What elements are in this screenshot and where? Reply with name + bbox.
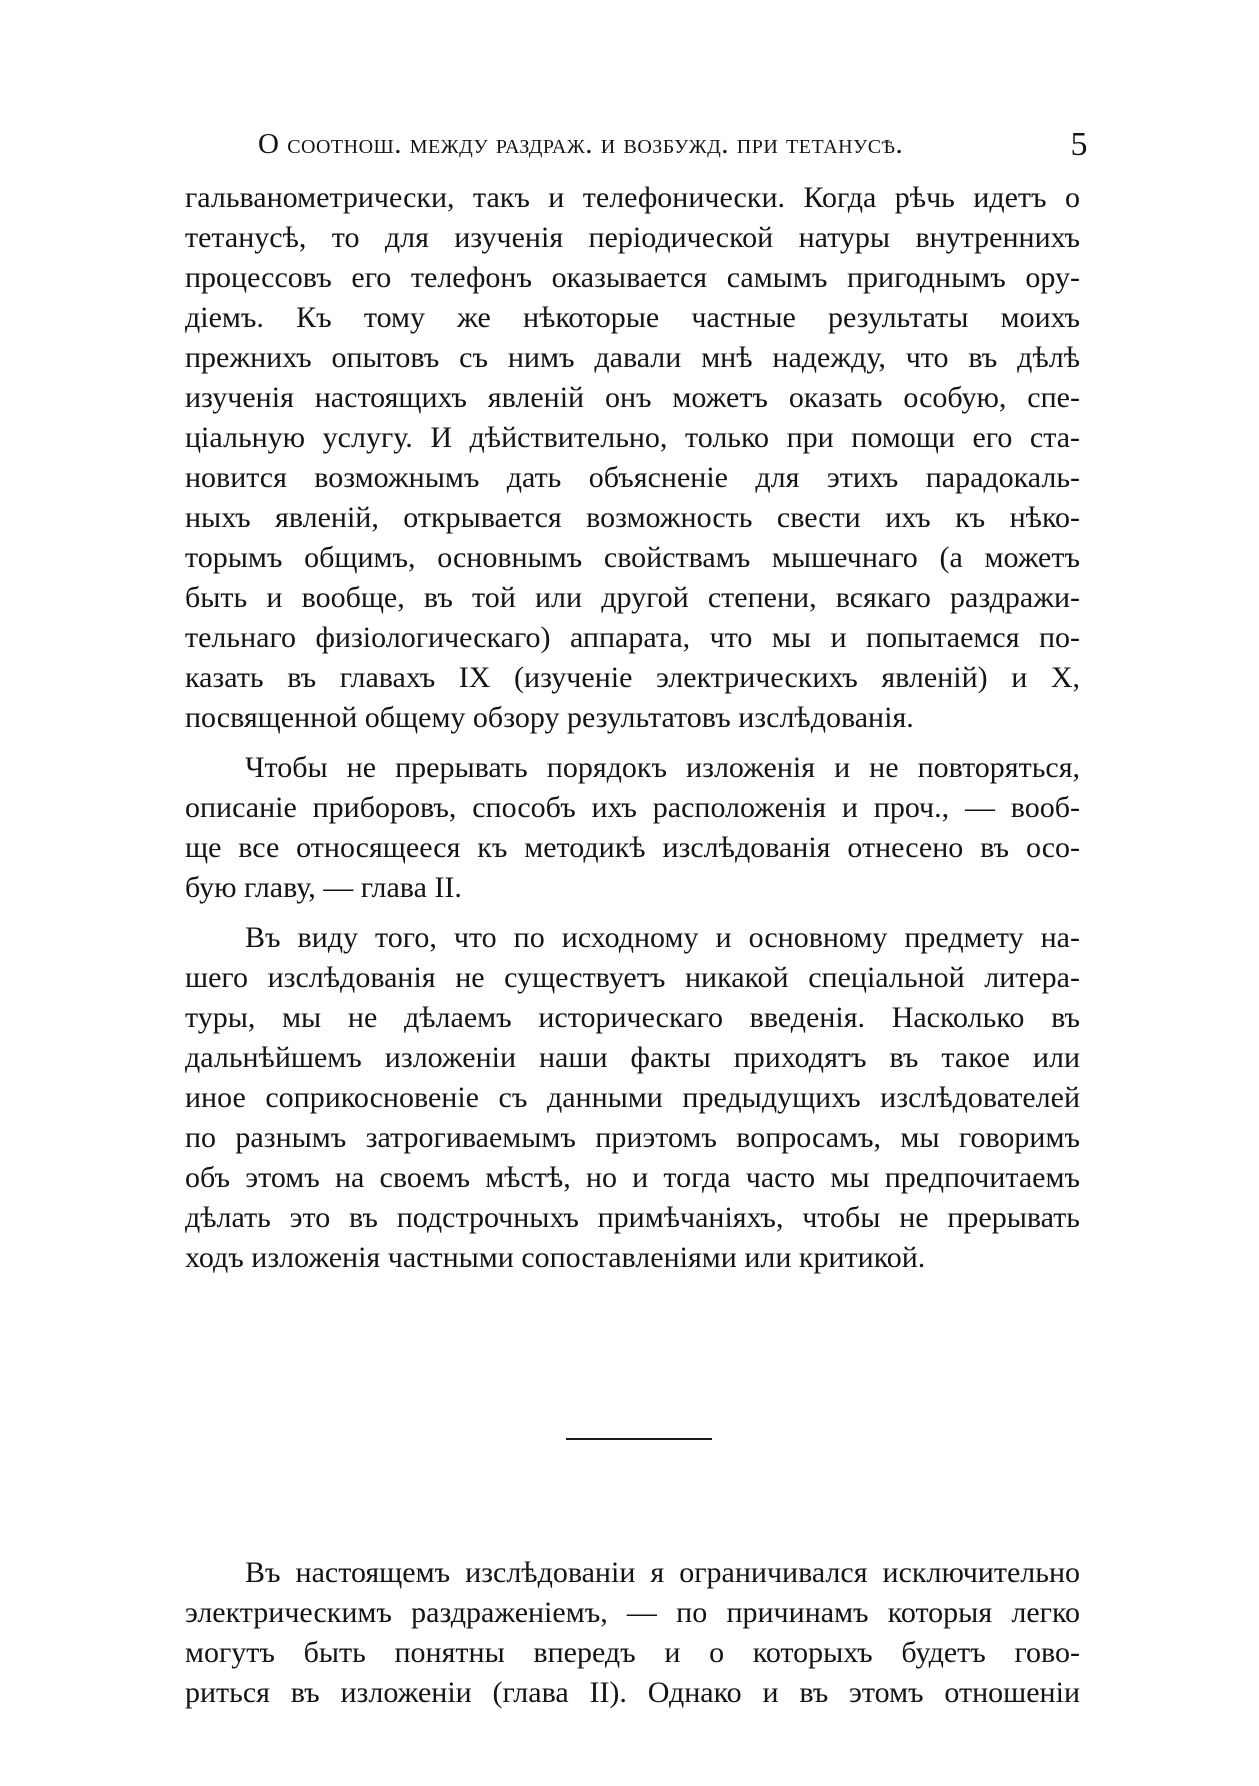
text-line: прежнихъ опытовъ съ нимъ давали мнѣ надежду, что въ дѣлѣ <box>185 341 1080 374</box>
text-line: электрическимъ раздраженіемъ, — по причинамъ которыя легко <box>185 1596 1080 1629</box>
text-line: новится возможнымъ дать объясненіе для этихъ парадокаль- <box>185 461 1080 494</box>
page-number: 5 <box>1070 126 1088 163</box>
text-line: казать въ главахъ IX (изученіе электрическихъ явленій) и X, <box>185 661 1080 694</box>
text-line: посвященной общему обзору результатовъ изслѣдованія. <box>185 701 914 734</box>
section-divider <box>566 1438 712 1440</box>
text-line: риться въ изложеніи (глава II). Однако и въ этомъ отношеніи <box>185 1676 1080 1709</box>
text-line: туры, мы не дѣлаемъ историческаго введенія. Насколько въ <box>185 1001 1080 1034</box>
text-line: Въ виду того, что по исходному и основному предмету на- <box>245 921 1080 954</box>
text-line: ціальную услугу. И дѣйствительно, только при помощи его ста- <box>185 421 1080 454</box>
text-line: могутъ быть понятны впередъ и о которыхъ будетъ гово- <box>185 1636 1080 1669</box>
text-line: ходъ изложенія частными сопоставленіями или критикой. <box>185 1241 926 1274</box>
text-line: ныхъ явленій, открывается возможность свести ихъ къ нѣко- <box>185 501 1080 534</box>
text-line: объ этомъ на своемъ мѣстѣ, но и тогда часто мы предпочитаемъ <box>185 1161 1080 1194</box>
text-line: тетанусѣ, то для изученія періодической натуры внутреннихъ <box>185 221 1080 254</box>
text-line: тельнаго физіологическаго) аппарата, что мы и попытаемся по- <box>185 621 1080 654</box>
text-line: діемъ. Къ тому же нѣкоторые частные результаты моихъ <box>185 301 1080 334</box>
text-line: процессовъ его телефонъ оказывается самымъ пригоднымъ ору- <box>185 261 1080 294</box>
text-line: иное соприкосновеніе съ данными предыдущихъ изслѣдователей <box>185 1081 1080 1114</box>
text-line: дальнѣйшемъ изложеніи наши факты приходятъ въ такое или <box>185 1041 1080 1074</box>
text-line: описаніе приборовъ, способъ ихъ расположенія и проч., — вооб- <box>185 791 1080 824</box>
text-line: по разнымъ затрогиваемымъ приэтомъ вопросамъ, мы говоримъ <box>185 1121 1080 1154</box>
running-head <box>258 128 1088 172</box>
running-head-title: О соотнош. между раздраж. и возбужд. при тетанусѣ. <box>258 128 904 160</box>
text-line: бую главу, — глава II. <box>185 871 462 904</box>
text-line: Въ настоящемъ изслѣдованіи я ограничивался исключительно <box>245 1556 1080 1589</box>
text-line: изученія настоящихъ явленій онъ можетъ оказать особую, спе- <box>185 381 1080 414</box>
text-line: ще все относящееся къ методикѣ изслѣдованія отнесено въ осо- <box>185 831 1080 864</box>
text-line: шего изслѣдованія не существуетъ никакой спеціальной литера- <box>185 961 1080 994</box>
text-line: торымъ общимъ, основнымъ свойствамъ мышечнаго (а можетъ <box>185 541 1080 574</box>
text-line: дѣлать это въ подстрочныхъ примѣчаніяхъ, чтобы не прерывать <box>185 1201 1080 1234</box>
text-line: быть и вообще, въ той или другой степени, всякаго раздражи- <box>185 581 1080 614</box>
text-line: Чтобы не прерывать порядокъ изложенія и не повторяться, <box>245 751 1080 784</box>
text-line: гальванометрически, такъ и телефонически. Когда рѣчь идетъ о <box>185 181 1080 214</box>
